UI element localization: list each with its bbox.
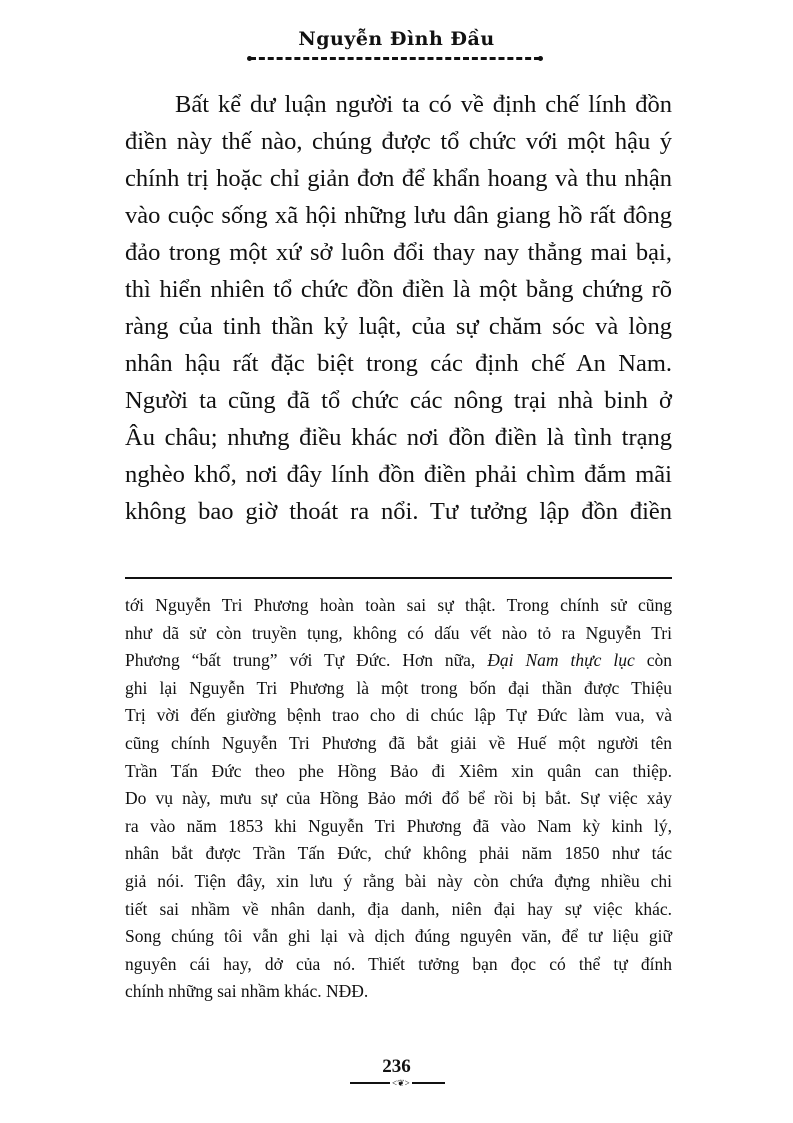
footnote-text: Phương “bất trung” với Tự Đức. Hơn nữa, (125, 650, 488, 671)
footnote-line: nguyên cái hay, dở của nó. Thiết tưởng bạn đọc có thể tự đính (125, 953, 672, 974)
text-line: Âu châu; nhưng điều khác nơi đồn điền là tình trạng (125, 424, 672, 451)
footnote-line (125, 647, 672, 675)
footnote-line: tiết sai nhầm về nhân danh, địa danh, niên đại hay sự việc khác. (125, 898, 672, 919)
text-line: ràng của tinh thần kỷ luật, của sự chăm sóc và lòng (125, 313, 672, 340)
footnote-line: Trần Tấn Đức theo phe Hồng Bảo đi Xiêm xin quân can thiệp. (125, 760, 672, 781)
page-number-ornament: <❦> (350, 1082, 445, 1084)
main-text (125, 86, 672, 530)
text-line: Bất kể dư luận người ta có về định chế lính đồn (175, 91, 672, 118)
text-line: vào cuộc sống xã hội những lưu dân giang hồ rất đông (125, 202, 672, 229)
text-line: thì hiển nhiên tổ chức đồn điền là một bằng chứng rõ (125, 276, 672, 303)
footnote (125, 592, 672, 1006)
book-title: Đại Nam thực lục (487, 650, 635, 671)
header-dotted-rule (250, 57, 540, 60)
running-header: Nguyễn Đình Đầu (298, 28, 495, 50)
text-line: điền này thế nào, chúng được tổ chức với một hậu ý (125, 128, 672, 155)
text-line: nhân hậu rất đặc biệt trong các định chế An Nam. (125, 350, 672, 377)
footnote-line: như dã sử còn truyền tụng, không có dấu vết nào tỏ ra Nguyễn Tri (125, 622, 672, 643)
footnote-line: ghi lại Nguyễn Tri Phương là một trong bốn đại thần được Thiệu (125, 677, 672, 698)
footnote-rule (125, 577, 672, 579)
text-line: không bao giờ thoát ra nổi. Tư tưởng lập đồn điền (125, 498, 672, 525)
text-line: chính trị hoặc chỉ giản đơn để khẩn hoang và thu nhận (125, 165, 672, 192)
footnote-line: Trị vời đến giường bệnh trao cho di chúc lập Tự Đức làm vua, và (125, 705, 672, 726)
page-number: 236 (382, 1056, 411, 1077)
footnote-line: ra vào năm 1853 khi Nguyễn Tri Phương đã vào Nam kỳ kinh lý, (125, 815, 672, 836)
text-line: Người ta cũng đã tổ chức các nông trại nhà binh ở (125, 387, 672, 414)
text-line: nghèo khổ, nơi đây lính đồn điền phải chìm đắm mãi (125, 461, 672, 488)
footnote-line: Do vụ này, mưu sự của Hồng Bảo mới đổ bể rồi bị bắt. Sự việc xảy (125, 788, 672, 809)
footnote-text: còn (634, 650, 672, 671)
footnote-line: chính những sai nhầm khác. NĐĐ. (125, 981, 369, 1002)
footnote-line: cũng chính Nguyễn Tri Phương đã bắt giải về Huế một người tên (125, 732, 672, 753)
footnote-line: tới Nguyễn Tri Phương hoàn toàn sai sự thật. Trong chính sử cũng (125, 595, 672, 615)
text-line: đảo trong một xứ sở luôn đổi thay nay thẳng mai bại, (125, 239, 672, 266)
footnote-line: nhân bắt được Trần Tấn Đức, chứ không phải năm 1850 như tác (125, 843, 672, 864)
footnote-line: giả nói. Tiện đây, xin lưu ý rằng bài này còn chứa đựng nhiều chi (125, 870, 672, 891)
footnote-line: Song chúng tôi vẫn ghi lại và dịch đúng nguyên văn, để tư liệu giữ (125, 926, 672, 947)
